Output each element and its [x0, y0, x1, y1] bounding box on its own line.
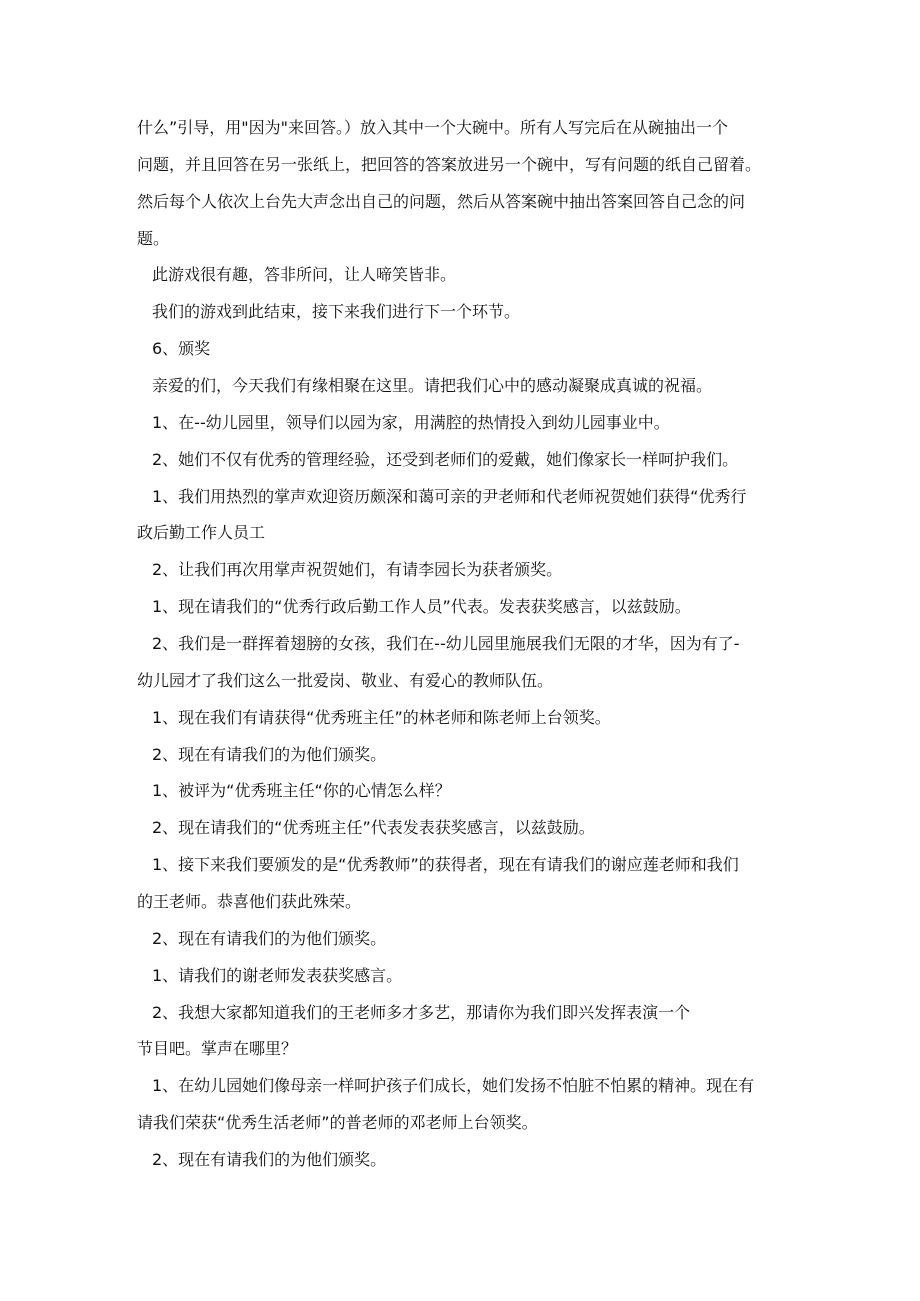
paragraph-line: 然后每个人依次上台先大声念出自己的问题，然后从答案碗中抽出答案回答自己念的问 [137, 192, 746, 211]
paragraph-line: 1、现在请我们的“优秀行政后勤工作人员”代表。发表获奖感言，以兹鼓励。 [152, 597, 691, 616]
paragraph-line: 2、现在有请我们的为他们颁奖。 [152, 745, 387, 764]
paragraph-line: 什么”引导，用"因为"来回答。）放入其中一个大碗中。所有人写完后在从碗抽出一个 [137, 118, 729, 137]
paragraph-line: 节目吧。掌声在哪里？ [137, 1039, 298, 1058]
paragraph-line: 问题，并且回答在另一张纸上，把回答的答案放进另一个碗中，写有问题的纸自己留着。 [137, 155, 762, 174]
paragraph-line: 1、被评为“优秀班主任“你的心情怎么样？ [152, 781, 451, 800]
paragraph-line: 请我们荣获“优秀生活老师”的普老师的邓老师上台领奖。 [137, 1113, 538, 1132]
paragraph-line: 亲爱的们，今天我们有缘相聚在这里。请把我们心中的感动凝聚成真诚的祝福。 [152, 376, 713, 395]
paragraph-line: 2、她们不仅有优秀的管理经验，还受到老师们的爱戴，她们像家长一样呵护我们。 [152, 450, 739, 469]
section-heading: 6、颁奖 [152, 339, 211, 358]
paragraph-line: 1、请我们的谢老师发表获奖感言。 [152, 966, 403, 985]
paragraph-line: 1、我们用热烈的掌声欢迎资历颇深和蔼可亲的尹老师和代老师祝贺她们获得“优秀行 [152, 487, 747, 506]
paragraph-line: 2、让我们再次用掌声祝贺她们，有请李园长为获者颁奖。 [152, 560, 563, 579]
paragraph-line: 2、我们是一群挥着翅膀的女孩，我们在--幼儿园里施展我们无限的才华，因为有了- [152, 634, 740, 653]
paragraph-line: 1、接下来我们要颁发的是“优秀教师”的获得者，现在有请我们的谢应莲老师和我们 [152, 855, 739, 874]
paragraph-line: 1、在幼儿园她们像母亲一样呵护孩子们成长，她们发扬不怕脏不怕累的精神。现在有 [152, 1076, 755, 1095]
paragraph-line: 2、我想大家都知道我们的王老师多才多艺，那请你为我们即兴发挥表演一个 [152, 1003, 691, 1022]
paragraph-line: 1、现在我们有请获得“优秀班主任”的林老师和陈老师上台领奖。 [152, 708, 611, 727]
paragraph-line: 的王老师。恭喜他们获此殊荣。 [137, 892, 362, 911]
paragraph-line: 幼儿园才了我们这么一批爱岗、敬业、有爱心的教师队伍。 [137, 671, 554, 690]
paragraph-line: 2、现在请我们的“优秀班主任”代表发表获奖感言，以兹鼓励。 [152, 818, 595, 837]
paragraph-line: 我们的游戏到此结束，接下来我们进行下一个环节。 [152, 302, 521, 321]
paragraph-line: 2、现在有请我们的为他们颁奖。 [152, 1150, 387, 1169]
paragraph-line: 1、在--幼儿园里，领导们以园为家，用满腔的热情投入到幼儿园事业中。 [152, 413, 670, 432]
paragraph-line: 此游戏很有趣，答非所问，让人啼笑皆非。 [152, 265, 457, 284]
paragraph-line: 题。 [137, 229, 170, 248]
paragraph-line: 政后勤工作人员工 [137, 523, 266, 542]
paragraph-line: 2、现在有请我们的为他们颁奖。 [152, 929, 387, 948]
